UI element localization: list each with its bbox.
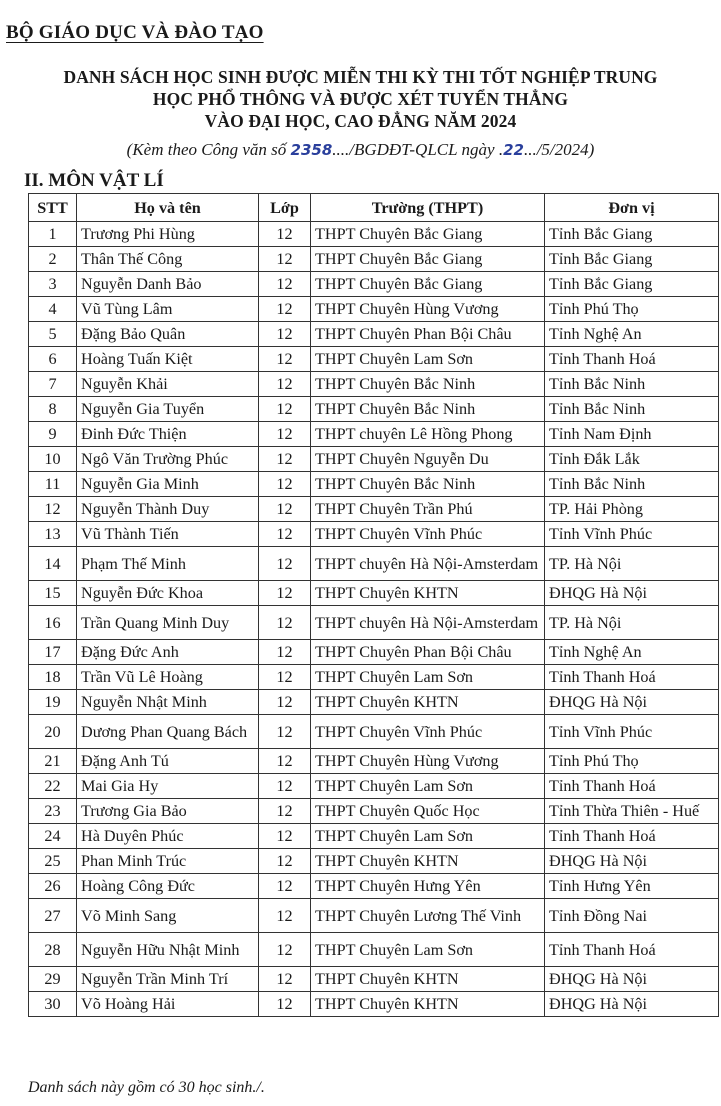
unit-cell: Tỉnh Thừa Thiên - Huế	[545, 799, 719, 824]
handwritten-doc-day: 22	[503, 141, 524, 159]
school-cell: THPT Chuyên KHTN	[311, 992, 545, 1017]
unit-cell: Tỉnh Nghệ An	[545, 640, 719, 665]
name-cell: Võ Hoàng Hải	[77, 992, 259, 1017]
table-row	[29, 272, 719, 297]
class-cell: 12	[259, 222, 311, 247]
section-heading: II. MÔN VẬT LÍ	[24, 170, 164, 191]
unit-cell: Tỉnh Bắc Ninh	[545, 472, 719, 497]
class-cell: 12	[259, 347, 311, 372]
student-table	[28, 193, 719, 1017]
school-cell: THPT Chuyên Vĩnh Phúc	[311, 522, 545, 547]
stt-cell: 18	[29, 665, 77, 690]
class-cell: 12	[259, 665, 311, 690]
reference-middle: ..../BGDĐT-QLCL ngày .	[332, 140, 504, 159]
unit-cell: Tỉnh Thanh Hoá	[545, 774, 719, 799]
table-row	[29, 297, 719, 322]
name-cell: Thân Thế Công	[77, 247, 259, 272]
unit-cell: Tỉnh Bắc Giang	[545, 272, 719, 297]
stt-cell: 8	[29, 397, 77, 422]
unit-cell: Tỉnh Bắc Ninh	[545, 372, 719, 397]
unit-cell: Tỉnh Thanh Hoá	[545, 665, 719, 690]
class-cell: 12	[259, 774, 311, 799]
name-cell: Trần Quang Minh Duy	[77, 606, 259, 640]
name-cell: Trương Phi Hùng	[77, 222, 259, 247]
school-cell: THPT Chuyên Hưng Yên	[311, 874, 545, 899]
name-cell: Nguyễn Khải	[77, 372, 259, 397]
name-cell: Trần Vũ Lê Hoàng	[77, 665, 259, 690]
class-cell: 12	[259, 297, 311, 322]
title-line-3: VÀO ĐẠI HỌC, CAO ĐẲNG NĂM 2024	[204, 111, 517, 131]
class-cell: 12	[259, 715, 311, 749]
unit-cell: Tỉnh Đắk Lắk	[545, 447, 719, 472]
school-cell: THPT Chuyên Bắc Ninh	[311, 397, 545, 422]
stt-cell: 6	[29, 347, 77, 372]
table-row	[29, 849, 719, 874]
table-row	[29, 690, 719, 715]
stt-cell: 10	[29, 447, 77, 472]
name-cell: Phan Minh Trúc	[77, 849, 259, 874]
table-row	[29, 640, 719, 665]
stt-cell: 16	[29, 606, 77, 640]
table-row	[29, 992, 719, 1017]
stt-cell: 23	[29, 799, 77, 824]
stt-cell: 20	[29, 715, 77, 749]
class-cell: 12	[259, 447, 311, 472]
school-cell: THPT Chuyên Nguyễn Du	[311, 447, 545, 472]
class-cell: 12	[259, 899, 311, 933]
school-cell: THPT chuyên Lê Hồng Phong	[311, 422, 545, 447]
name-cell: Trương Gia Bảo	[77, 799, 259, 824]
school-cell: THPT Chuyên Lương Thế Vinh	[311, 899, 545, 933]
class-cell: 12	[259, 874, 311, 899]
stt-cell: 12	[29, 497, 77, 522]
stt-cell: 27	[29, 899, 77, 933]
stt-cell: 11	[29, 472, 77, 497]
name-cell: Võ Minh Sang	[77, 899, 259, 933]
class-cell: 12	[259, 581, 311, 606]
unit-cell: ĐHQG Hà Nội	[545, 992, 719, 1017]
stt-cell: 4	[29, 297, 77, 322]
unit-cell: Tỉnh Phú Thọ	[545, 749, 719, 774]
reference-suffix: .../5/2024)	[523, 140, 595, 159]
class-cell: 12	[259, 247, 311, 272]
unit-cell: Tỉnh Vĩnh Phúc	[545, 522, 719, 547]
class-cell: 12	[259, 690, 311, 715]
title-line-1: DANH SÁCH HỌC SINH ĐƯỢC MIỄN THI KỲ THI TỐT NGHIỆP TRUNG	[63, 67, 658, 87]
name-cell: Nguyễn Nhật Minh	[77, 690, 259, 715]
table-row	[29, 522, 719, 547]
school-cell: THPT Chuyên Lam Sơn	[311, 824, 545, 849]
class-cell: 12	[259, 849, 311, 874]
school-cell: THPT Chuyên KHTN	[311, 967, 545, 992]
school-cell: THPT Chuyên Bắc Ninh	[311, 372, 545, 397]
table-row	[29, 899, 719, 933]
table-row	[29, 967, 719, 992]
title-line-2: HỌC PHỔ THÔNG VÀ ĐƯỢC XÉT TUYỂN THẲNG	[152, 89, 569, 109]
name-cell: Nguyễn Danh Bảo	[77, 272, 259, 297]
school-cell: THPT Chuyên Trần Phú	[311, 497, 545, 522]
stt-cell: 29	[29, 967, 77, 992]
school-cell: THPT Chuyên KHTN	[311, 581, 545, 606]
name-cell: Hà Duyên Phúc	[77, 824, 259, 849]
unit-cell: Tỉnh Nam Định	[545, 422, 719, 447]
name-cell: Vũ Tùng Lâm	[77, 297, 259, 322]
school-cell: THPT Chuyên Bắc Ninh	[311, 472, 545, 497]
unit-cell: ĐHQG Hà Nội	[545, 690, 719, 715]
stt-cell: 5	[29, 322, 77, 347]
table-row	[29, 472, 719, 497]
stt-cell: 21	[29, 749, 77, 774]
unit-cell: Tỉnh Thanh Hoá	[545, 933, 719, 967]
document-title	[0, 66, 721, 132]
unit-cell: ĐHQG Hà Nội	[545, 849, 719, 874]
class-cell: 12	[259, 522, 311, 547]
name-cell: Nguyễn Trần Minh Trí	[77, 967, 259, 992]
stt-cell: 14	[29, 547, 77, 581]
table-row	[29, 715, 719, 749]
class-cell: 12	[259, 933, 311, 967]
class-cell: 12	[259, 372, 311, 397]
table-row	[29, 774, 719, 799]
table-body	[29, 222, 719, 1017]
column-header-stt: STT	[29, 194, 77, 222]
school-cell: THPT Chuyên KHTN	[311, 849, 545, 874]
class-cell: 12	[259, 824, 311, 849]
name-cell: Đặng Đức Anh	[77, 640, 259, 665]
table-row	[29, 547, 719, 581]
class-cell: 12	[259, 799, 311, 824]
unit-cell: ĐHQG Hà Nội	[545, 967, 719, 992]
name-cell: Hoàng Công Đức	[77, 874, 259, 899]
name-cell: Vũ Thành Tiến	[77, 522, 259, 547]
table-row	[29, 372, 719, 397]
class-cell: 12	[259, 397, 311, 422]
unit-cell: Tỉnh Bắc Ninh	[545, 397, 719, 422]
school-cell: THPT chuyên Hà Nội-Amsterdam	[311, 606, 545, 640]
school-cell: THPT Chuyên Phan Bội Châu	[311, 322, 545, 347]
school-cell: THPT Chuyên Bắc Giang	[311, 272, 545, 297]
stt-cell: 3	[29, 272, 77, 297]
unit-cell: TP. Hà Nội	[545, 606, 719, 640]
name-cell: Hoàng Tuấn Kiệt	[77, 347, 259, 372]
ministry-name: BỘ GIÁO DỤC VÀ ĐÀO TẠO	[6, 22, 264, 43]
column-header-school: Trường (THPT)	[311, 194, 545, 222]
table-row	[29, 347, 719, 372]
handwritten-doc-number: 2358	[290, 141, 333, 159]
class-cell: 12	[259, 606, 311, 640]
school-cell: THPT Chuyên Lam Sơn	[311, 933, 545, 967]
stt-cell: 24	[29, 824, 77, 849]
table-row	[29, 422, 719, 447]
school-cell: THPT Chuyên Vĩnh Phúc	[311, 715, 545, 749]
name-cell: Nguyễn Đức Khoa	[77, 581, 259, 606]
unit-cell: Tỉnh Hưng Yên	[545, 874, 719, 899]
name-cell: Nguyễn Gia Minh	[77, 472, 259, 497]
school-cell: THPT Chuyên Bắc Giang	[311, 222, 545, 247]
class-cell: 12	[259, 497, 311, 522]
unit-cell: Tỉnh Thanh Hoá	[545, 347, 719, 372]
name-cell: Nguyễn Thành Duy	[77, 497, 259, 522]
school-cell: THPT chuyên Hà Nội-Amsterdam	[311, 547, 545, 581]
table-row	[29, 247, 719, 272]
school-cell: THPT Chuyên Phan Bội Châu	[311, 640, 545, 665]
column-header-name: Họ và tên	[77, 194, 259, 222]
name-cell: Dương Phan Quang Bách	[77, 715, 259, 749]
stt-cell: 15	[29, 581, 77, 606]
table-row	[29, 322, 719, 347]
class-cell: 12	[259, 992, 311, 1017]
school-cell: THPT Chuyên KHTN	[311, 690, 545, 715]
stt-cell: 17	[29, 640, 77, 665]
unit-cell: Tỉnh Đồng Nai	[545, 899, 719, 933]
table-header-row	[29, 194, 719, 222]
table-row	[29, 581, 719, 606]
stt-cell: 28	[29, 933, 77, 967]
table-row	[29, 606, 719, 640]
unit-cell: Tỉnh Bắc Giang	[545, 222, 719, 247]
table-row	[29, 447, 719, 472]
name-cell: Mai Gia Hy	[77, 774, 259, 799]
unit-cell: TP. Hải Phòng	[545, 497, 719, 522]
name-cell: Đặng Anh Tú	[77, 749, 259, 774]
column-header-unit: Đơn vị	[545, 194, 719, 222]
name-cell: Nguyễn Hữu Nhật Minh	[77, 933, 259, 967]
stt-cell: 26	[29, 874, 77, 899]
class-cell: 12	[259, 472, 311, 497]
class-cell: 12	[259, 272, 311, 297]
stt-cell: 13	[29, 522, 77, 547]
stt-cell: 7	[29, 372, 77, 397]
stt-cell: 30	[29, 992, 77, 1017]
school-cell: THPT Chuyên Hùng Vương	[311, 297, 545, 322]
unit-cell: Tỉnh Phú Thọ	[545, 297, 719, 322]
table-row	[29, 497, 719, 522]
table-row	[29, 874, 719, 899]
column-header-class: Lớp	[259, 194, 311, 222]
class-cell: 12	[259, 547, 311, 581]
reference-prefix: (Kèm theo Công văn số	[126, 140, 291, 159]
stt-cell: 19	[29, 690, 77, 715]
school-cell: THPT Chuyên Lam Sơn	[311, 665, 545, 690]
name-cell: Phạm Thế Minh	[77, 547, 259, 581]
table-row	[29, 749, 719, 774]
table-row	[29, 665, 719, 690]
school-cell: THPT Chuyên Quốc Học	[311, 799, 545, 824]
school-cell: THPT Chuyên Hùng Vương	[311, 749, 545, 774]
class-cell: 12	[259, 967, 311, 992]
school-cell: THPT Chuyên Bắc Giang	[311, 247, 545, 272]
unit-cell: Tỉnh Nghệ An	[545, 322, 719, 347]
unit-cell: Tỉnh Vĩnh Phúc	[545, 715, 719, 749]
unit-cell: Tỉnh Bắc Giang	[545, 247, 719, 272]
table-row	[29, 824, 719, 849]
name-cell: Nguyễn Gia Tuyển	[77, 397, 259, 422]
class-cell: 12	[259, 749, 311, 774]
class-cell: 12	[259, 422, 311, 447]
table-row	[29, 933, 719, 967]
unit-cell: Tỉnh Thanh Hoá	[545, 824, 719, 849]
stt-cell: 22	[29, 774, 77, 799]
class-cell: 12	[259, 640, 311, 665]
unit-cell: TP. Hà Nội	[545, 547, 719, 581]
name-cell: Đinh Đức Thiện	[77, 422, 259, 447]
stt-cell: 2	[29, 247, 77, 272]
name-cell: Ngô Văn Trường Phúc	[77, 447, 259, 472]
school-cell: THPT Chuyên Lam Sơn	[311, 774, 545, 799]
name-cell: Đặng Bảo Quân	[77, 322, 259, 347]
school-cell: THPT Chuyên Lam Sơn	[311, 347, 545, 372]
unit-cell: ĐHQG Hà Nội	[545, 581, 719, 606]
table-row	[29, 397, 719, 422]
class-cell: 12	[259, 322, 311, 347]
stt-cell: 25	[29, 849, 77, 874]
table-row	[29, 222, 719, 247]
table-row	[29, 799, 719, 824]
stt-cell: 9	[29, 422, 77, 447]
footer-note: Danh sách này gồm có 30 học sinh./.	[28, 1079, 265, 1096]
stt-cell: 1	[29, 222, 77, 247]
document-reference	[0, 140, 721, 160]
